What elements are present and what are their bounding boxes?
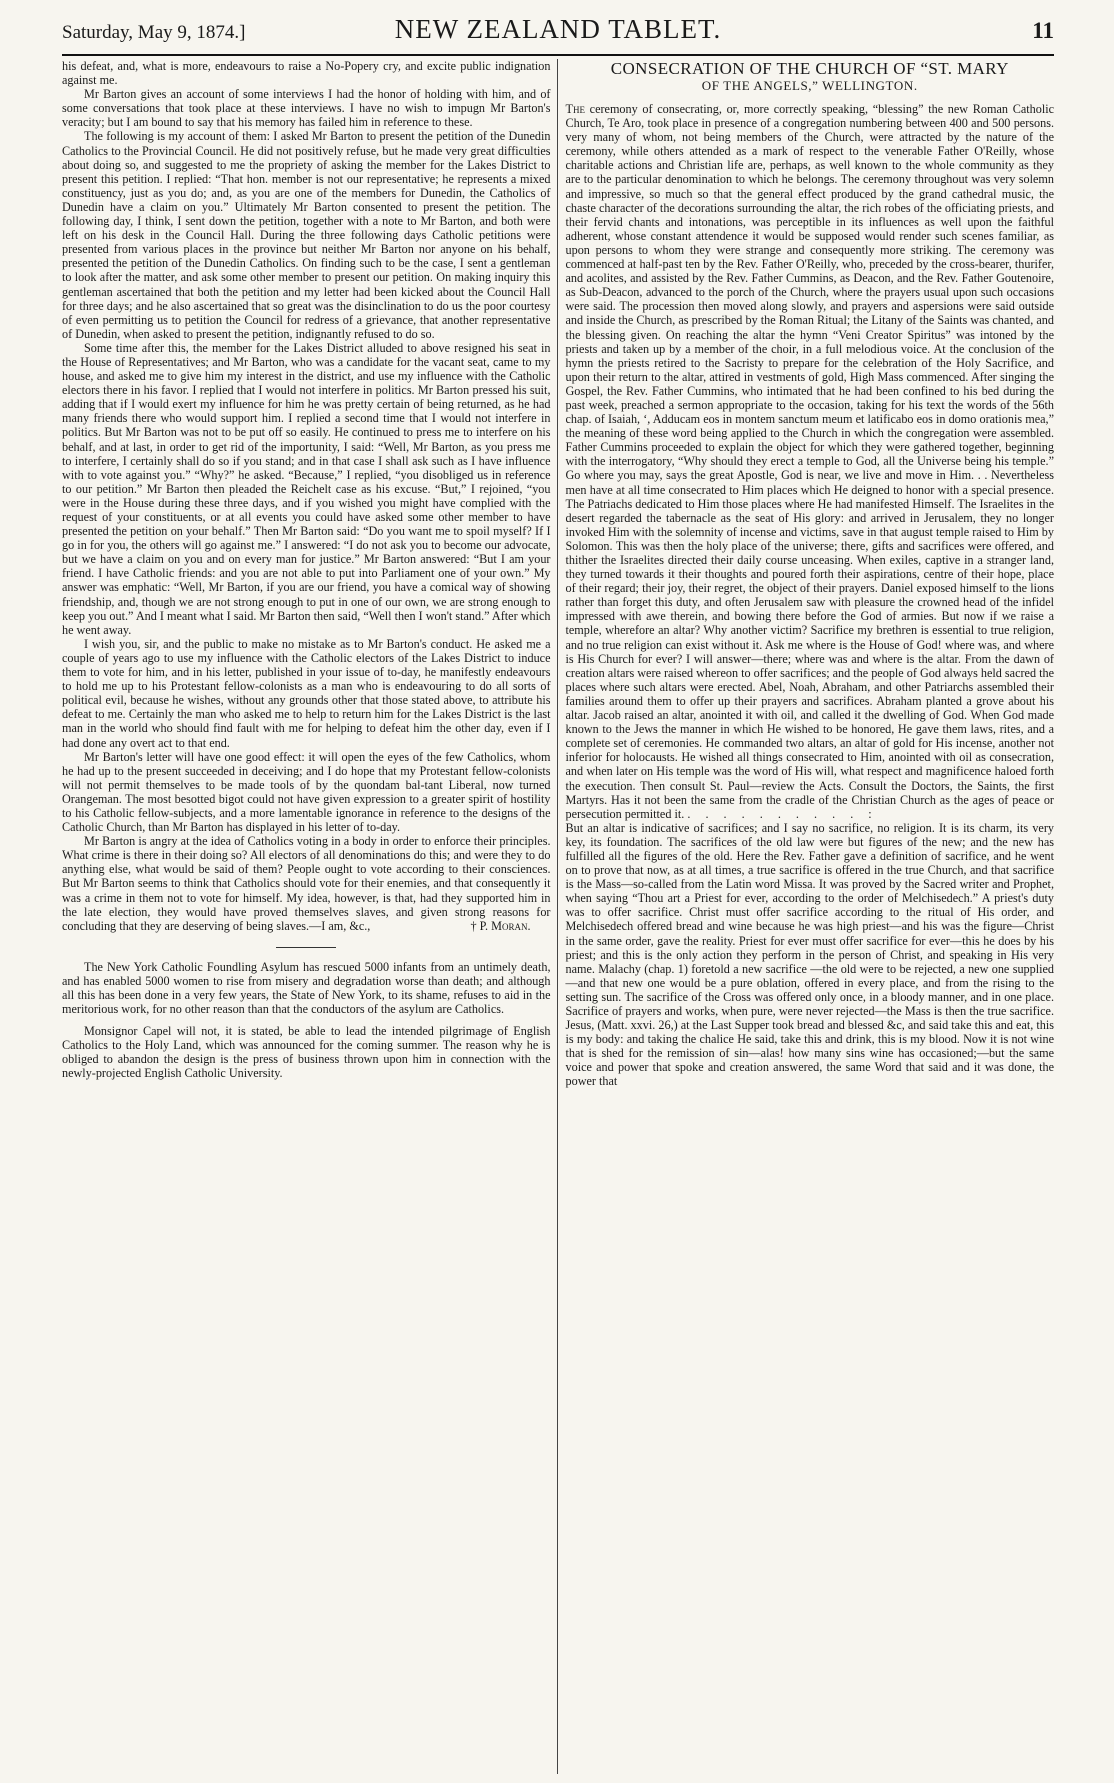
issue-date: Saturday, May 9, 1874.] [62,22,246,43]
signature: † P. Moran. [470,918,531,933]
letter-paragraph [62,834,551,933]
masthead-rule [62,54,1054,56]
article-paragraph: But an altar is indicative of sacrifices; and I say no sacrifice, no religion. It is its charm, its very key, its foundation. The sacrifices of the old law were but figures of the new; and the new has fulfilled all the figures of the old. Here the Rev. Father gave a definition of sacrifice, and he went on to prove that now, as at all times, a true sacrifice is offered in the true Church, and that sacrifice is the Mass—so-called from the Latin word Missa. It was proved by the Sacred writer and Prophet, when saying “Thou art a Priest for ever, according to the order of Melchisedech.” A priest's duty was to offer sacrifice. Christ must offer sacrifice according to the ritual of His order, and Melchisedech offered bread and wine because he was high priest—and his was the figure—Christ in the same order, gave the reality. Priest for ever must offer sacrifice for ever—this he does by his priest; and this is the only action they perform in the person of Christ, and speaking in His very name. Malachy (chap. 1) foretold a new sacrifice —the old were to be rejected, a new one supplied—and that new one would be a pure oblation, offered in every place, and from the rising to the setting sun. The sacrifice of the Cross was offered only once, in a bloody manner, and in one place. Sacrifice of prayers and works, when pure, were never rejected—the Mass is then the true sacrifice. Jesus, (Matt. xxvi. 26,) at the Last Supper took bread and blessed &c, and said take this and eat, this is my body: and taking the chalice He said, take this and drink, this is my blood. Now it is not wine that is shed for the remission of sin—alas! how many sins wine has occasioned;—but the same voice and power that spoke and creation answered, the same Word that said and it was done, the power that [565,820,1054,1089]
letter-paragraph: The following is my account of them: I asked Mr Barton to present the petition of the Dunedin Catholics to the Provincial Council. He did not positively refuse, but he made very great difficulties about doing so, and suggested to me the propriety of asking the member for the Lakes District to present this petition. I replied: “That hon. member is not our representative; he represents a mixed constituency, just as you do; and, as you are one of the members for Dunedin, the Catholics of Dunedin have a claim on you.” Ultimately Mr Barton consented to present the petition. The following day, I think, I sent down the petition, together with a note to Mr Barton, and both were left on his desk in the Council Hall. During the three following days Catholic petitions were presented from various places in the province but neither Mr Barton nor anyone on his behalf, presented the petition of the Dunedin Catholics. On finding such to be the case, I sent a gentleman to look after the matter, and ask some other member to present our petition. On making inquiry this gentleman ascertained that both the petition and my letter had been kicked about the Council Hall for three days; and he also ascertained that so great was the disinclination to do us the poor courtesy of even permitting us to petition the Council for redress of a grievance, that another representative of Dunedin, when asked to present the petition, indignantly refused to do so. [62,129,551,341]
left-column [62,59,557,1774]
section-divider [276,947,336,948]
lead-word: The [565,102,585,116]
letter-paragraph: Mr Barton gives an account of some interviews I had the honor of holding with him, and of some conversations that took place at these interviews. I have no wish to impugn Mr Barton's veracity; but I am bound to say that his memory has failed him in reference to these. [62,87,551,130]
page-number: 11 [1032,18,1054,43]
letter-paragraph: I wish you, sir, and the public to make no mistake as to Mr Barton's conduct. He asked me a couple of years ago to use my influence with the Catholic electors of the Lakes District to induce them to vote for him, and in his letter, published in your issue of to-day, he manifestly endeavours to hold me up to his Protestant fellow-colonists as a man who is endeavouring to do all sorts of political evil, because he wishes, without any grounds other that those stated above, to attribute his defeat to me. Certainly the man who asked me to help to return him for the Lakes District is the last man in the world who should find fault with me for helping to defeat him the other day, even if I had done any overt act to that end. [62,636,551,750]
letter-closing: Mr Barton is angry at the idea of Catholics voting in a body in order to enforce their principles. What crime is there in their doing so? All electors of all denominations do this; and were they to do anything else, what would be said of them? People ought to vote according to their consciences. But Mr Barton seems to think that Catholics should vote for their enemies, and that consequently it was a crime in them not to vote for himself. My idea, however, is that, had they supported him in the late election, they would have proved themselves slaves, and given strong reasons for concluding that they are deserving of being slaves.—I am, &c., [62,834,551,933]
news-note: The New York Catholic Foundling Asylum has rescued 5000 infants from an untimely death, and has enabled 5000 women to rise from misery and degradation worse than death; and although all this has been done in a very few years, the State of New York, to its shame, refuses to aid in the meritorious work, for no other reason than that the conductors of the asylum are Catholics. [62,959,551,1017]
article-text: ceremony of consecrating, or, more correctly speaking, “blessing” the new Roman Catholic Church, Te Aro, took place in presence of a congregation numbering between 400 and 500 persons. very many of whom, not being members of the Church, were attracted by the nature of the ceremony, while others attended as a mark of respect to the venerable Father O'Reilly, whose charitable actions and Christian life are, perhaps, as well known to the whole community as they are to the particular denomination to which he belongs. The ceremony throughout was very solemn and impressive, so much so that the general effect produced by the grand cathedral music, the chaste character of the decorations surrounding the altar, the rich robes of the officiating priests, and their fervid chants and intonations, was perceptible in its influences as well upon the faithful adherent, whose constant attendence it would be supposed would render such scenes familiar, as upon persons to whom they were strange and consequently more striking. The ceremony was commenced at half-past ten by the Rev. Father O'Reilly, who, preceded by the cross-bearer, thurifer, and acolites, and assisted by the Rev. Father Cummins, as Deacon, and the Rev. Father Goutenoire, as Sub-Deacon, advanced to the porch of the Church, where the prayers usual upon such occasions were said. The procession then moved along slowly, and prayers and aspersions were said outside and inside the Church, as prescribed by the Roman Ritual; the Litany of the Saints was chanted, and the blessing given. On reaching the altar the hymn “Veni Creator Spiritus” was intoned by the priests and taken up by a member of the choir, in a full melodious voice. At the conclusion of the hymn the priests retired to the Sacristy to prepare for the celebration of the Holy Sacrifice, and upon their return to the altar, attired in vestments of gold, High Mass commenced. After singing the Gospel, the Rev. Father Cummins, who intimated that he had been confined to his bed during the past week, preached a sermon appropriate to the occasion, taking for his text the words of the 56th chap. of Isaiah, ‘, Adducam eos in montem sanctum meum et latificabo eos in domo orationis mea,” the meaning of these word being applied to the Church in which the congregation were assembled. Father Cummins proceeded to explain the object for which they were gathered together, beginning with the interrogatory, “Why should they erect a temple to God, all the Universe being his temple.” Go where you may, says the great Apostle, God is near, we live and move in Him. . . Nevertheless men have at all time consecrated to Him places which He deigned to honor with a special presence. The Patriachs dedicated to Him those places where He had manifested Himself. The Israelites in the desert regarded the tabernacle as the seat of His glory: and arrived in Jerusalem, they no longer invoked Him with the solemnity of incense and victims, save in that august temple raised to Him by Solomon. This was then the holy place of the universe; there, gifts and sacrifices were offered, and thither the Israelites directed their daily course unceasing. When exiles, captive in a stranger land, they turned towards it their thoughts and poured forth their aspirations, centre of their hope, place of their regard; their joy, their regret, the object of their prayers. Daniel exposed himself to the lions rather than forget this duty, and often Jerusalem saw with pleasure the crowned head of the infidel impressed with awe therein, and bowing there before the God of armies. But now if we raise a temple, wherefore an altar? Why another victim? Sacrifice my brethren is essential to true religion, and no true religion can exist without it. Ask me where is the House of God! where was, and where is His Church for ever? I will answer—there; where was and where is the altar. From the dawn of creation altars were raised whereon to offer sacrifices; and the people of God always held sacred the places where such altars were erected. Abel, Noah, Abraham, and other Patriarchs assembled their families around them to offer up their prayers and sacrifices. Abraham planted a grove about his altar. Jacob raised an altar, anointed it with oil, and called it the dwelling of God. When God made known to the Jews the manner in which He wished to be honored, He gave them laws, rites, and a complete set of ceremonies. He commanded two altars, an altar of gold for His incense, another not inferior for holocausts. He wished all things consecrated to Him, anointed with oil as consecration, and when later on His temple was the word of His will, what respect and magnificence haloed forth the execution. Then consult St. Paul—review the Acts. Consult the Doctors, the Saints, the first Martyrs. Has it not been the same from the cradle of the Christian Church as the ages of peace or persecution permitted it. [565,102,1054,821]
article-headline [566,59,1055,94]
columns [62,59,1054,1774]
letter-paragraph: Mr Barton's letter will have one good effect: it will open the eyes of the few Catholics, whom he had up to the present succeeded in deceiving; and I do hope that my Protestant fellow-colonists will not permit themselves to be made tools of by the quondam bal-tant Liberal, now turned Orangeman. The most besotted bigot could not have given expression to a greater spirit of hostility to his Catholic fellow-subjects, and a more lamentable ignorance in reference to the designs of the Catholic Church, than Mr Barton has displayed in his letter of to-day. [62,749,551,835]
article-paragraph [566,102,1055,821]
headline-line-2: OF THE ANGELS,” WELLINGTON. [701,78,918,93]
headline-line-1: CONSECRATION OF THE CHURCH OF “ST. MARY [610,59,1009,78]
news-note: Monsignor Capel will not, it is stated, be able to lead the intended pilgrimage of English Catholics to the Holy Land, which was announced for the coming summer. The reason why he is obliged to abandon the design is the press of business thrown upon him in connection with the newly-projected English Catholic University. [62,1024,551,1081]
letter-paragraph: Some time after this, the member for the Lakes District alluded to above resigned his seat in the House of Representatives; and Mr Barton, who was a candidate for the vacant seat, came to my house, and asked me to give him my interest in the district, and use my influence with the Catholic electors there in his favor. I replied that I would not interfere in politics. Mr Barton pressed his suit, adding that if I would exert my influence for him he was pretty certain of being returned, as he had many friends there who would support him. I replied a second time that I would not interfere in politics. But Mr Barton was not to be put off so easily. He continued to press me to interfere on his behalf, and at last, in order to get rid of the importunity, I said: “Well, Mr Barton, as you press me to interfere, I certainly shall do so if you stand; and in that case I shall ask such as I have influence with to vote against you.” “Why?” he asked. “Because,” I replied, “you disobliged us in reference to our petition.” Mr Barton then pleaded the Reichelt case as his excuse. “But,” I rejoined, “you were in the House during these three days, and if you wished you might have complied with the request of your constituents, or at all events you could have asked some other member to have presented the petition on your behalf.” Then Mr Barton said: “Do you want me to spoil myself? If I go in for you, the others will go against me.” I answered: “I do not ask you to become our advocate, but we have a claim on you and on every man for justice.” Mr Barton answered: “But I am your friend. I have Catholic friends: and you are not able to put into Parliament one of your own.” My answer was emphatic: “Well, Mr Barton, if you are our friend, you have a comical way of showing friendship, and, though we are not strong enough to put in one of our own, we are strong enough to keep you out.” And I meant what I said. Mr Barton then said, “Well then I won't stand.” After which he went away. [62,340,551,637]
newspaper-title: NEW ZEALAND TABLET. [394,14,722,44]
right-column [557,59,1055,1774]
letter-paragraph: his defeat, and, what is more, endeavours to raise a No-Popery cry, and excite public indignation against me. [62,59,551,88]
masthead [62,14,1054,48]
ellipsis-dots: . . . . . . . . . . : [687,806,878,821]
